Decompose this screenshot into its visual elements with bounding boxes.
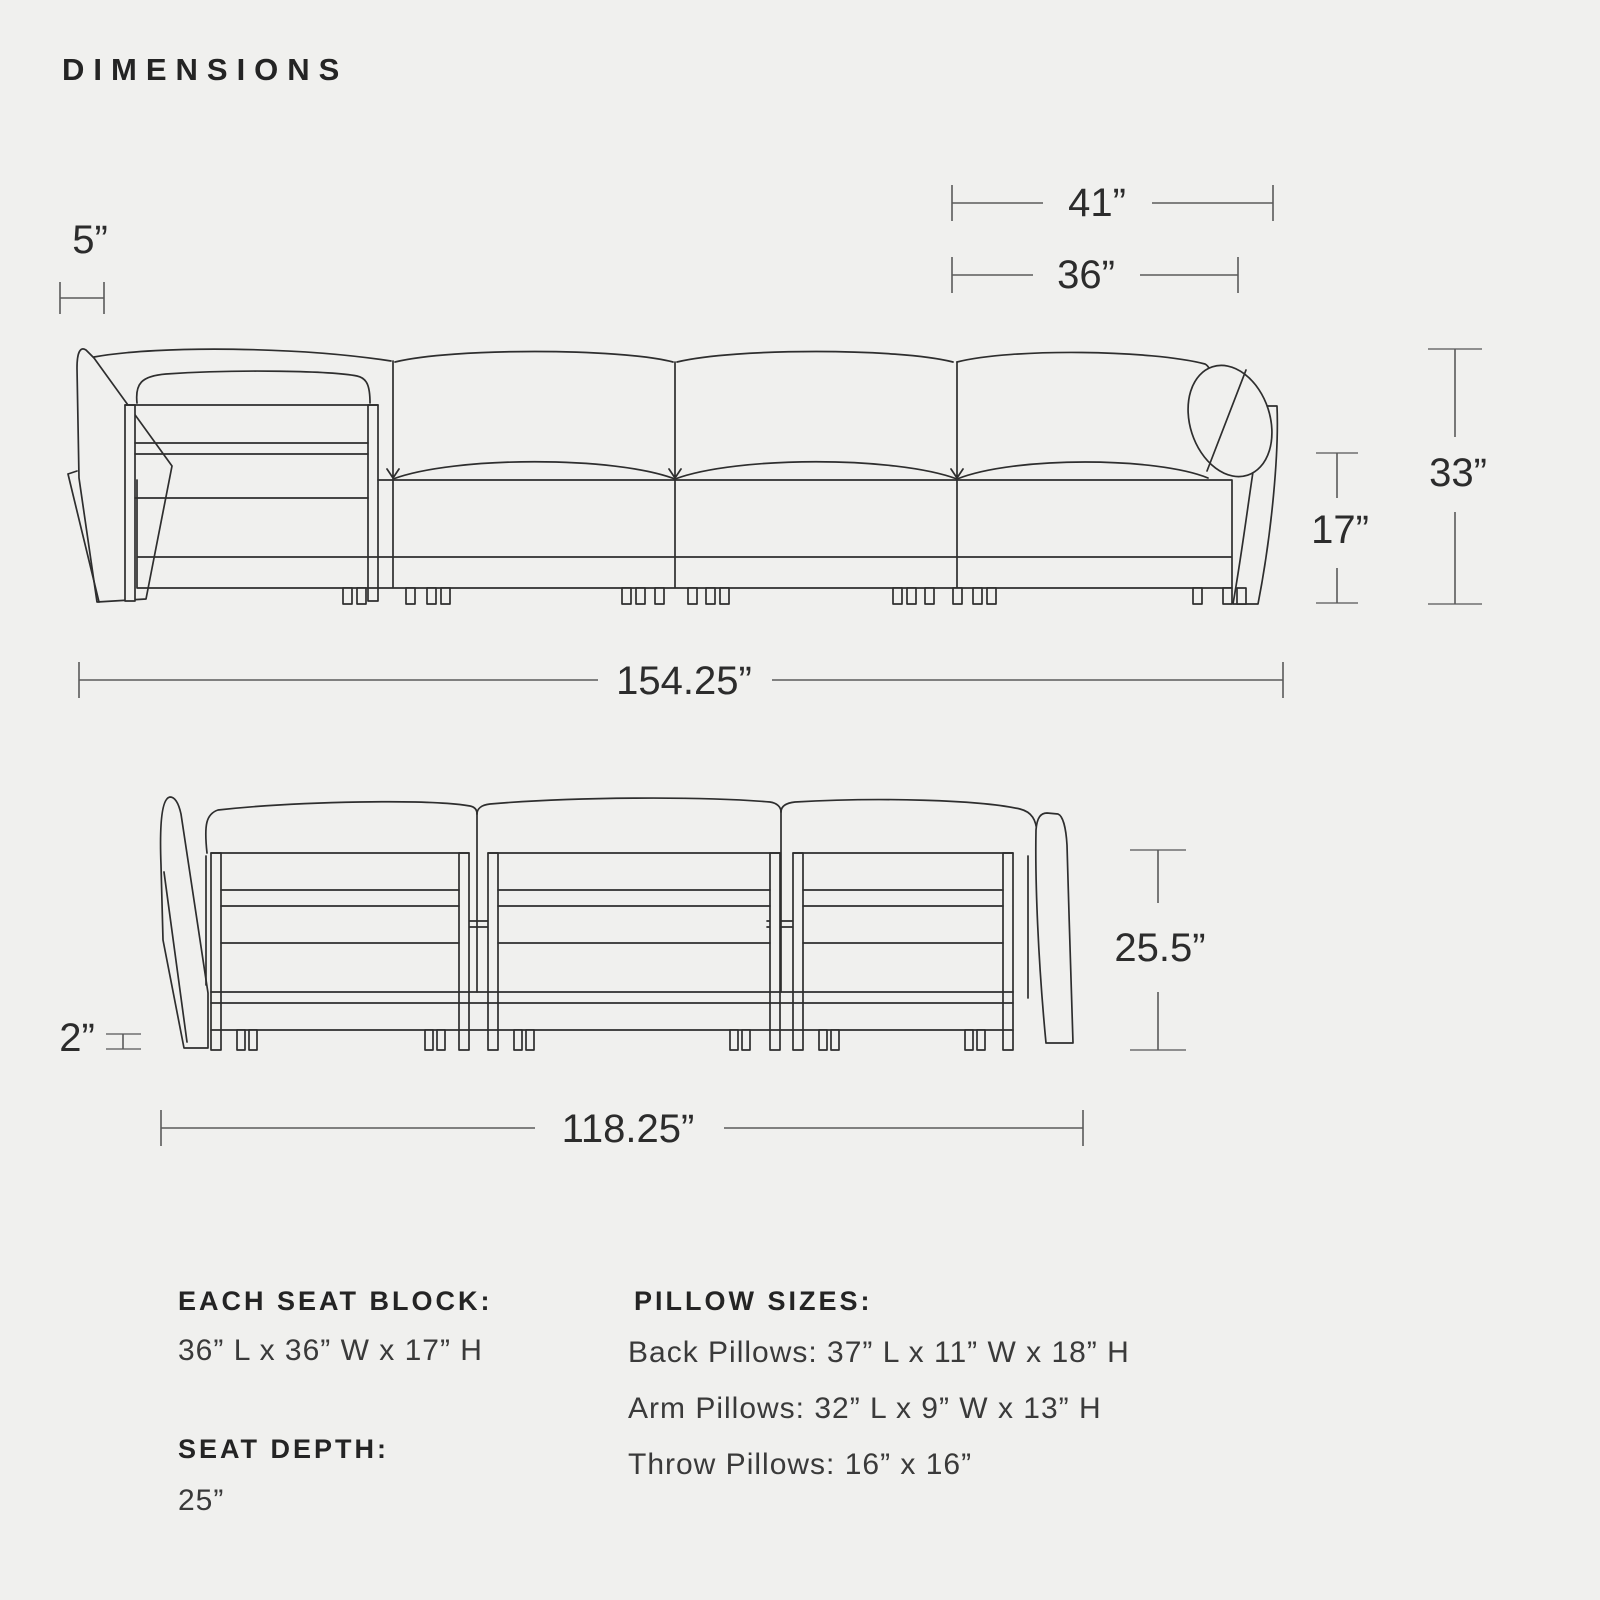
sofa-rear-view-drawing [161, 797, 1073, 1050]
seat-block-value: 36” L x 36” W x 17” H [178, 1334, 483, 1367]
dim-seat-height-label: 17” [1311, 508, 1369, 552]
dim-overall-height-label: 33” [1429, 451, 1487, 495]
rear-view-legs [237, 1030, 985, 1050]
side-seat-cushions [393, 462, 1208, 479]
side-base [137, 480, 1232, 588]
rear-corner-wedge [161, 797, 208, 1048]
seat-depth-heading: SEAT DEPTH: [178, 1434, 390, 1464]
dim-seat-length-label: 36” [1057, 253, 1115, 297]
dim-total-length-label: 154.25” [616, 659, 752, 703]
side-back-cushions [94, 349, 1212, 379]
page-title: DIMENSIONS [62, 52, 349, 87]
side-corner-back-cushion [137, 371, 370, 403]
side-back-seams [387, 361, 963, 478]
seat-depth-value: 25” [178, 1484, 225, 1517]
rear-right-arm [1036, 813, 1073, 1043]
dim-arm-section-label: 41” [1068, 181, 1126, 225]
side-corner-wedge [68, 349, 172, 602]
pillow-size-throw: Throw Pillows: 16” x 16” [628, 1448, 973, 1481]
dim-leg-height-label: 2” [59, 1016, 95, 1060]
dim-rear-total-length-label: 118.25” [561, 1107, 695, 1151]
dim-back-frame-height-label: 25.5” [1114, 926, 1206, 970]
dim-back-depth-label: 5” [72, 218, 108, 262]
side-view-legs [343, 588, 1246, 604]
rear-frame-rails [211, 853, 1013, 1030]
sofa-side-view-drawing [68, 349, 1286, 604]
seat-block-heading: EACH SEAT BLOCK: [178, 1286, 493, 1316]
rear-back-cushions [206, 798, 1038, 998]
pillow-size-back: Back Pillows: 37” L x 11” W x 18” H [628, 1336, 1130, 1369]
rear-view-dimensions [59, 850, 1205, 1151]
pillow-size-arm: Arm Pillows: 32” L x 9” W x 13” H [628, 1392, 1102, 1425]
pillow-sizes-heading: PILLOW SIZES: [634, 1286, 873, 1316]
rear-frame-posts [211, 853, 1013, 1050]
